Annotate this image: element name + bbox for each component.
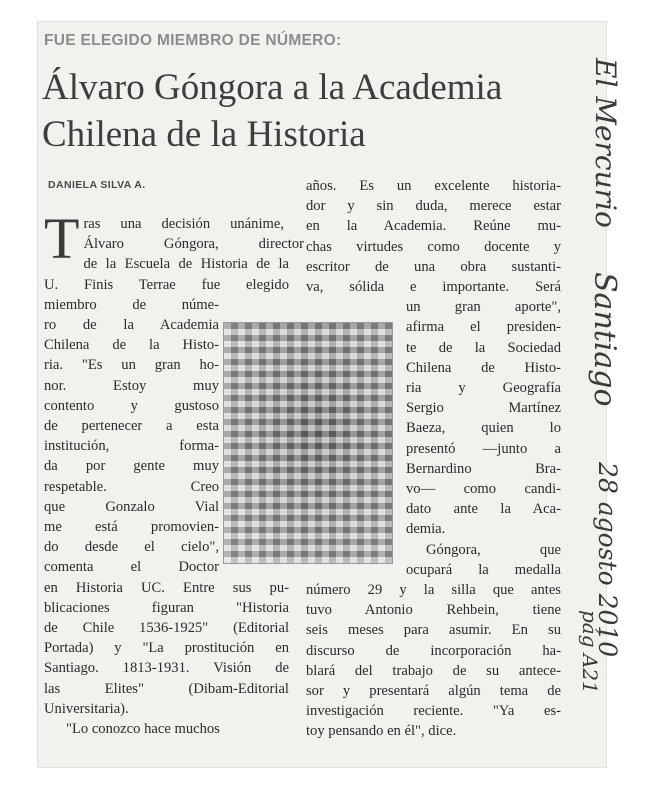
left-column-line: respetable. Creo (44, 478, 219, 495)
left-column-line: "Lo conozco hace muchos (66, 721, 220, 738)
right-column-line: seis meses para asumir. En su (306, 622, 561, 639)
left-column-line: miembro de núme- (44, 296, 219, 313)
left-column-line: en Historia UC. Entre sus pu- (44, 579, 289, 596)
right-column-line: años. Es un excelente historia- (306, 178, 561, 194)
right-column-line: blará del trabajo de su antece- (306, 662, 561, 679)
article-overline: FUE ELEGIDO MIEMBRO DE NÚMERO: (44, 32, 342, 49)
right-column-line: Chilena de Histo- (406, 359, 561, 376)
left-column-line: ria. "Es un gran ho- (44, 357, 219, 374)
right-column-line: investigación reciente. "Ya es- (306, 703, 561, 720)
right-column-line: discurso de incorporación ha- (306, 642, 561, 659)
left-column-line: las Elites" (Dibam-Editorial (44, 680, 289, 697)
left-column-line: blicaciones figuran "Historia (44, 599, 289, 616)
left-column-line: ro de la Academia (44, 317, 219, 334)
right-column-line: te de la Sociedad (406, 339, 561, 356)
handwritten-note-date: 28 agosto 2010 (593, 462, 622, 658)
left-column-line: comenta el Doctor (44, 559, 219, 576)
left-column-line: me está promovien- (44, 519, 219, 536)
right-column-line: demia. (406, 521, 446, 538)
right-column-line: ria y Geografía (406, 380, 561, 397)
left-column-line: da por gente muy (44, 458, 219, 475)
handwritten-note-source: El Mercurio (589, 58, 622, 228)
right-column-line: en la Academia. Reúne mu- (306, 218, 561, 235)
right-column-line: un gran aporte", (406, 299, 561, 316)
left-column-line: contento y gustoso (44, 397, 219, 414)
right-column-line: tuvo Antonio Rehbein, tiene (306, 602, 561, 619)
right-column-line: escritor de una obra sustanti- (306, 258, 561, 275)
headline-line-1: Álvaro Góngora a la Academia (42, 67, 503, 108)
portrait-photo (223, 322, 393, 564)
left-column-line: institución, forma- (44, 438, 219, 455)
left-column-line: de pertenecer a esta (44, 418, 219, 435)
left-column-line: Chilena de la Histo- (44, 337, 219, 354)
right-column-line: dato ante la Aca- (406, 501, 561, 518)
right-column-line: va, sólida e importante. Será (306, 279, 561, 296)
right-column-line: Sergio Martínez (406, 400, 561, 417)
left-column-line: Álvaro Góngora, director (83, 236, 304, 253)
right-column-line: Bernardino Bra- (406, 460, 561, 477)
right-column-line: toy pensando en él", dice. (306, 723, 457, 740)
left-column-line: U. Finis Terrae fue elegido (44, 276, 289, 293)
headline-line-2: Chilena de la Historia (42, 114, 366, 155)
drop-cap: T (44, 206, 80, 271)
right-column-line: ocupará la medalla (406, 561, 561, 578)
left-column-line: de Chile 1536-1925" (Editorial (44, 620, 289, 637)
right-column-line: número 29 y la silla que antes (306, 582, 561, 599)
right-column-line: vo— como candi- (406, 481, 561, 498)
handwritten-note-city: Santiago (587, 272, 622, 407)
right-column-line: dor y sin duda, merece estar (306, 198, 561, 215)
left-column-line: Universitaria). (44, 700, 129, 717)
left-column-line: Portada) y "La prostitución en (44, 640, 289, 657)
right-column-line: Góngora, que (426, 541, 561, 558)
left-column-line: Santiago. 1813-1931. Visión de (44, 660, 289, 677)
article-byline: DANIELA SILVA A. (48, 179, 146, 191)
right-column-line: presentó —junto a (406, 440, 561, 457)
left-column-line: do desde el cielo", (44, 539, 219, 556)
right-column-line: chas virtudes como docente y (306, 238, 561, 255)
article-headline (42, 64, 542, 158)
left-column-line: nor. Estoy muy (44, 377, 219, 394)
right-column-line: Baeza, quien lo (406, 420, 561, 437)
handwritten-note-page: pág A21 (578, 610, 602, 694)
right-column-line: afirma el presiden- (406, 319, 561, 336)
left-column-line: que Gonzalo Vial (44, 498, 219, 515)
left-column-line: de la Escuela de Historia de la (83, 256, 289, 273)
left-column-line: ras una decisión unánime, (83, 216, 284, 232)
right-column-line: sor y presentará algún tema de (306, 683, 561, 700)
